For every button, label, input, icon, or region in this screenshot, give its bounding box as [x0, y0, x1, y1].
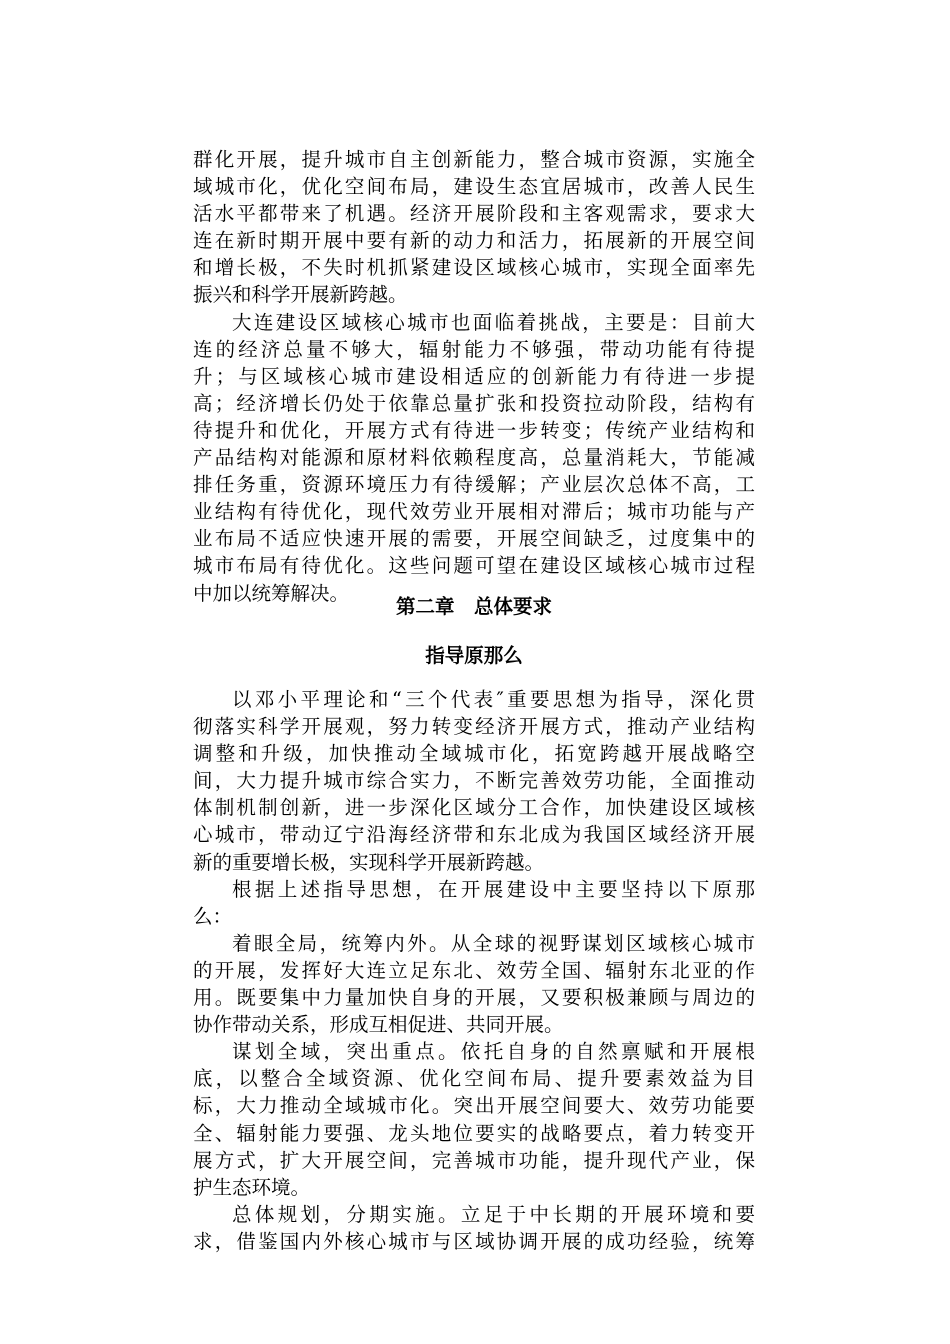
text-line: 连的经济总量不够大，辐射能力不够强，带动功能有待提	[193, 337, 755, 361]
text-line: 展方式，扩大开展空间，完善城市功能，提升现代产业，保	[193, 1148, 755, 1172]
text-line: 着眼全局，统筹内外。从全球的视野谋划区域核心城市	[232, 931, 755, 955]
chapter-title: 第二章 总体要求	[395, 595, 552, 618]
section-title: 指导原那么	[425, 644, 523, 667]
text-line: 协作带动关系，形成互相促进、共同开展。	[193, 1013, 564, 1037]
text-line: 大连建设区域核心城市也面临着挑战，主要是：目前大	[232, 310, 755, 334]
paragraph-7	[193, 1201, 755, 1255]
text-line: 业结构有待优化，现代效劳业开展相对滞后；城市功能与产	[193, 500, 755, 524]
text-line: 升；与区域核心城市建设相适应的创新能力有待进一步提	[193, 364, 755, 388]
text-line: 新的重要增长极，实现科学开展新跨越。	[193, 850, 545, 874]
text-line: 中加以统筹解决。	[193, 581, 350, 605]
body-text-block-2	[193, 686, 755, 1255]
paragraph-1	[193, 146, 755, 309]
text-line: 产品结构对能源和原材料依赖程度高，总量消耗大，节能减	[193, 446, 755, 470]
text-line: 排任务重，资源环境压力有待缓解；产业层次总体不高，工	[193, 473, 755, 497]
text-line: 群化开展，提升城市自主创新能力，整合城市资源，实施全	[193, 148, 755, 171]
text-line: 底，以整合全域资源、优化空间布局、提升要素效益为目	[193, 1067, 755, 1091]
paragraph-6	[193, 1038, 755, 1201]
paragraph-2	[193, 309, 755, 607]
text-line: 全、辐射能力要强、龙头地位要实的战略要点，着力转变开	[193, 1121, 755, 1145]
text-line: 标，大力推动全域城市化。突出开展空间要大、效劳功能要	[193, 1094, 755, 1118]
text-line: 心城市，带动辽宁沿海经济带和东北成为我国区域经济开展	[193, 823, 755, 847]
text-line: 总体规划，分期实施。立足于中长期的开展环境和要	[232, 1202, 755, 1226]
paragraph-3	[193, 686, 755, 876]
text-line: 连在新时期开展中要有新的动力和活力，拓展新的开展空间	[193, 229, 755, 253]
text-line: 活水平都带来了机遇。经济开展阶段和主客观需求，要求大	[193, 202, 755, 226]
text-line: 振兴和科学开展新跨越。	[193, 283, 408, 307]
text-line: 护生态环境。	[193, 1175, 311, 1199]
text-line: 求，借鉴国内外核心城市与区域协调开展的成功经验，统筹	[193, 1229, 755, 1253]
text-line: 和增长极，不失时机抓紧建设区域核心城市，实现全面率先	[193, 256, 755, 280]
text-line: 城市布局有待优化。这些问题可望在建设区域核心城市过程	[193, 554, 755, 578]
body-text-block-1	[193, 146, 755, 607]
text-line: 的开展，发挥好大连立足东北、效劳全国、辐射东北亚的作	[193, 958, 755, 982]
text-line: 待提升和优化，开展方式有待进一步转变；传统产业结构和	[193, 418, 755, 442]
text-line: 彻落实科学开展观，努力转变经济开展方式，推动产业结构	[193, 715, 755, 739]
text-line: 域城市化，优化空间布局，建设生态宜居城市，改善人民生	[193, 175, 755, 199]
text-line: 调整和升级，加快推动全域城市化，拓宽跨越开展战略空	[193, 742, 755, 766]
text-line: 高；经济增长仍处于依靠总量扩张和投资拉动阶段，结构有	[193, 391, 755, 415]
text-line: 间，大力提升城市综合实力，不断完善效劳功能，全面推动	[193, 769, 755, 793]
text-line: 么：	[193, 904, 233, 928]
text-line: 根据上述指导思想，在开展建设中主要坚持以下原那	[232, 877, 755, 901]
text-line: 业布局不适应快速开展的需要，开展空间缺乏，过度集中的	[193, 527, 755, 551]
paragraph-5	[193, 930, 755, 1038]
paragraph-4	[193, 876, 755, 930]
text-line: 以邓小平理论和“三个代表″重要思想为指导，深化贯	[232, 688, 755, 711]
text-line: 体制机制创新，进一步深化区域分工合作，加快建设区域核	[193, 796, 755, 820]
text-line: 谋划全域，突出重点。依托自身的自然禀赋和开展根	[232, 1040, 755, 1064]
text-line: 用。既要集中力量加快自身的开展，又要积极兼顾与周边的	[193, 986, 755, 1010]
